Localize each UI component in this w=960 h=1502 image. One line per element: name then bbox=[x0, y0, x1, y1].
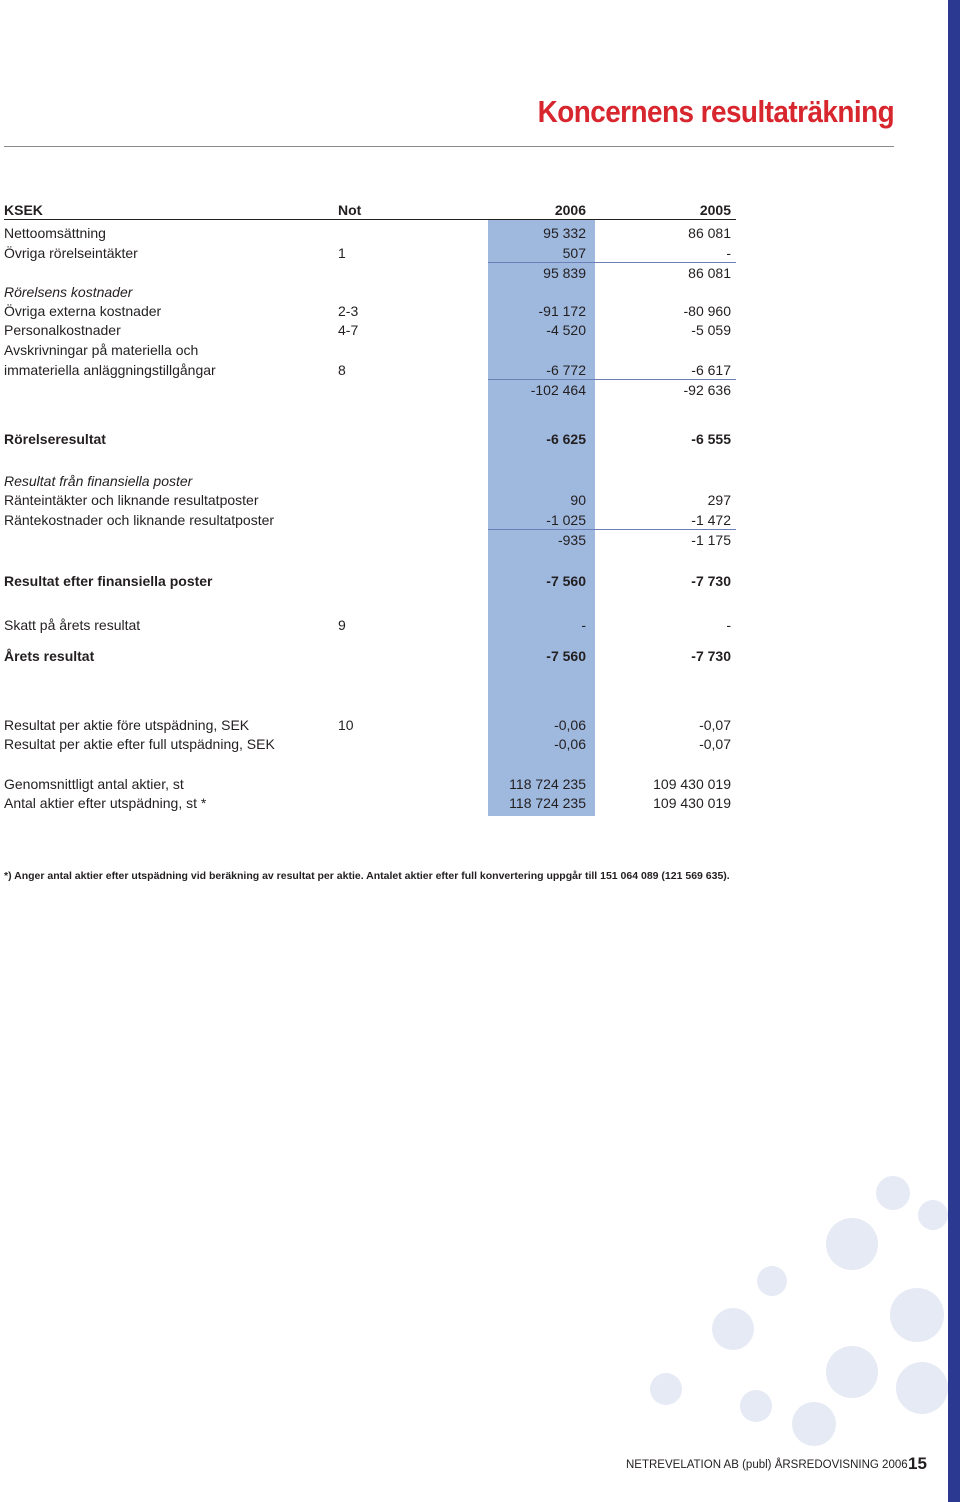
table-row: Rörelseresultat -6 625 -6 555 bbox=[4, 431, 731, 447]
header-rule bbox=[4, 219, 736, 220]
table-row: Ränteintäkter och liknande resultatposter 90 297 bbox=[4, 492, 731, 508]
table-row: Resultat per aktie före utspädning, SEK 10 -0,06 -0,07 bbox=[4, 717, 731, 733]
footnote: *) Anger antal aktier efter utspädning vid beräkning av resultat per aktie. Antalet aktier efter full konvertering uppgår till 151 064 089 (121 569 635). bbox=[4, 870, 730, 882]
table-row: Räntekostnader och liknande resultatposter -1 025 -1 472 bbox=[4, 512, 731, 528]
table-row: Resultat från finansiella poster bbox=[4, 473, 193, 489]
header-not: Not bbox=[338, 202, 362, 218]
table-row: 95 839 86 081 bbox=[543, 265, 731, 281]
table-row: Resultat per aktie efter full utspädning, SEK -0,06 -0,07 bbox=[4, 736, 731, 752]
table-row: Skatt på årets resultat 9 - - bbox=[4, 617, 731, 633]
title-rule bbox=[4, 146, 894, 147]
edge-bar bbox=[948, 0, 960, 1502]
table-row: Antal aktier efter utspädning, st * 118 724 235 109 430 019 bbox=[4, 795, 731, 811]
table-row: Övriga externa kostnader 2-3 -91 172 -80 960 bbox=[4, 303, 731, 319]
page-number: 15 bbox=[908, 1454, 927, 1473]
page-title: Koncernens resultaträkning bbox=[537, 94, 894, 129]
table-row: Övriga rörelseintäkter 1 507 - bbox=[4, 245, 731, 261]
table-header bbox=[4, 200, 734, 220]
table-row: Genomsnittligt antal aktier, st 118 724 235 109 430 019 bbox=[4, 776, 731, 792]
table-row: -102 464 -92 636 bbox=[530, 382, 731, 398]
header-ksek: KSEK bbox=[4, 202, 43, 218]
header-2005: 2005 bbox=[699, 202, 731, 218]
table-row: Rörelsens kostnader bbox=[4, 284, 133, 300]
table-row: Årets resultat -7 560 -7 730 bbox=[4, 648, 731, 664]
table-row: -935 -1 175 bbox=[557, 532, 731, 548]
table-row: Nettoomsättning 95 332 86 081 bbox=[4, 225, 731, 241]
table-row: Personalkostnader 4-7 -4 520 -5 059 bbox=[4, 322, 731, 338]
table-row: immateriella anläggningstillgångar 8 -6 772 -6 617 bbox=[4, 362, 731, 378]
table-row: Resultat efter finansiella poster -7 560 -7 730 bbox=[4, 573, 731, 589]
footer-text: NETREVELATION AB (publ) ÅRSREDOVISNING 2006 bbox=[626, 1459, 908, 1471]
header-2006: 2006 bbox=[554, 202, 586, 218]
table-row: Avskrivningar på materiella och bbox=[4, 342, 199, 358]
